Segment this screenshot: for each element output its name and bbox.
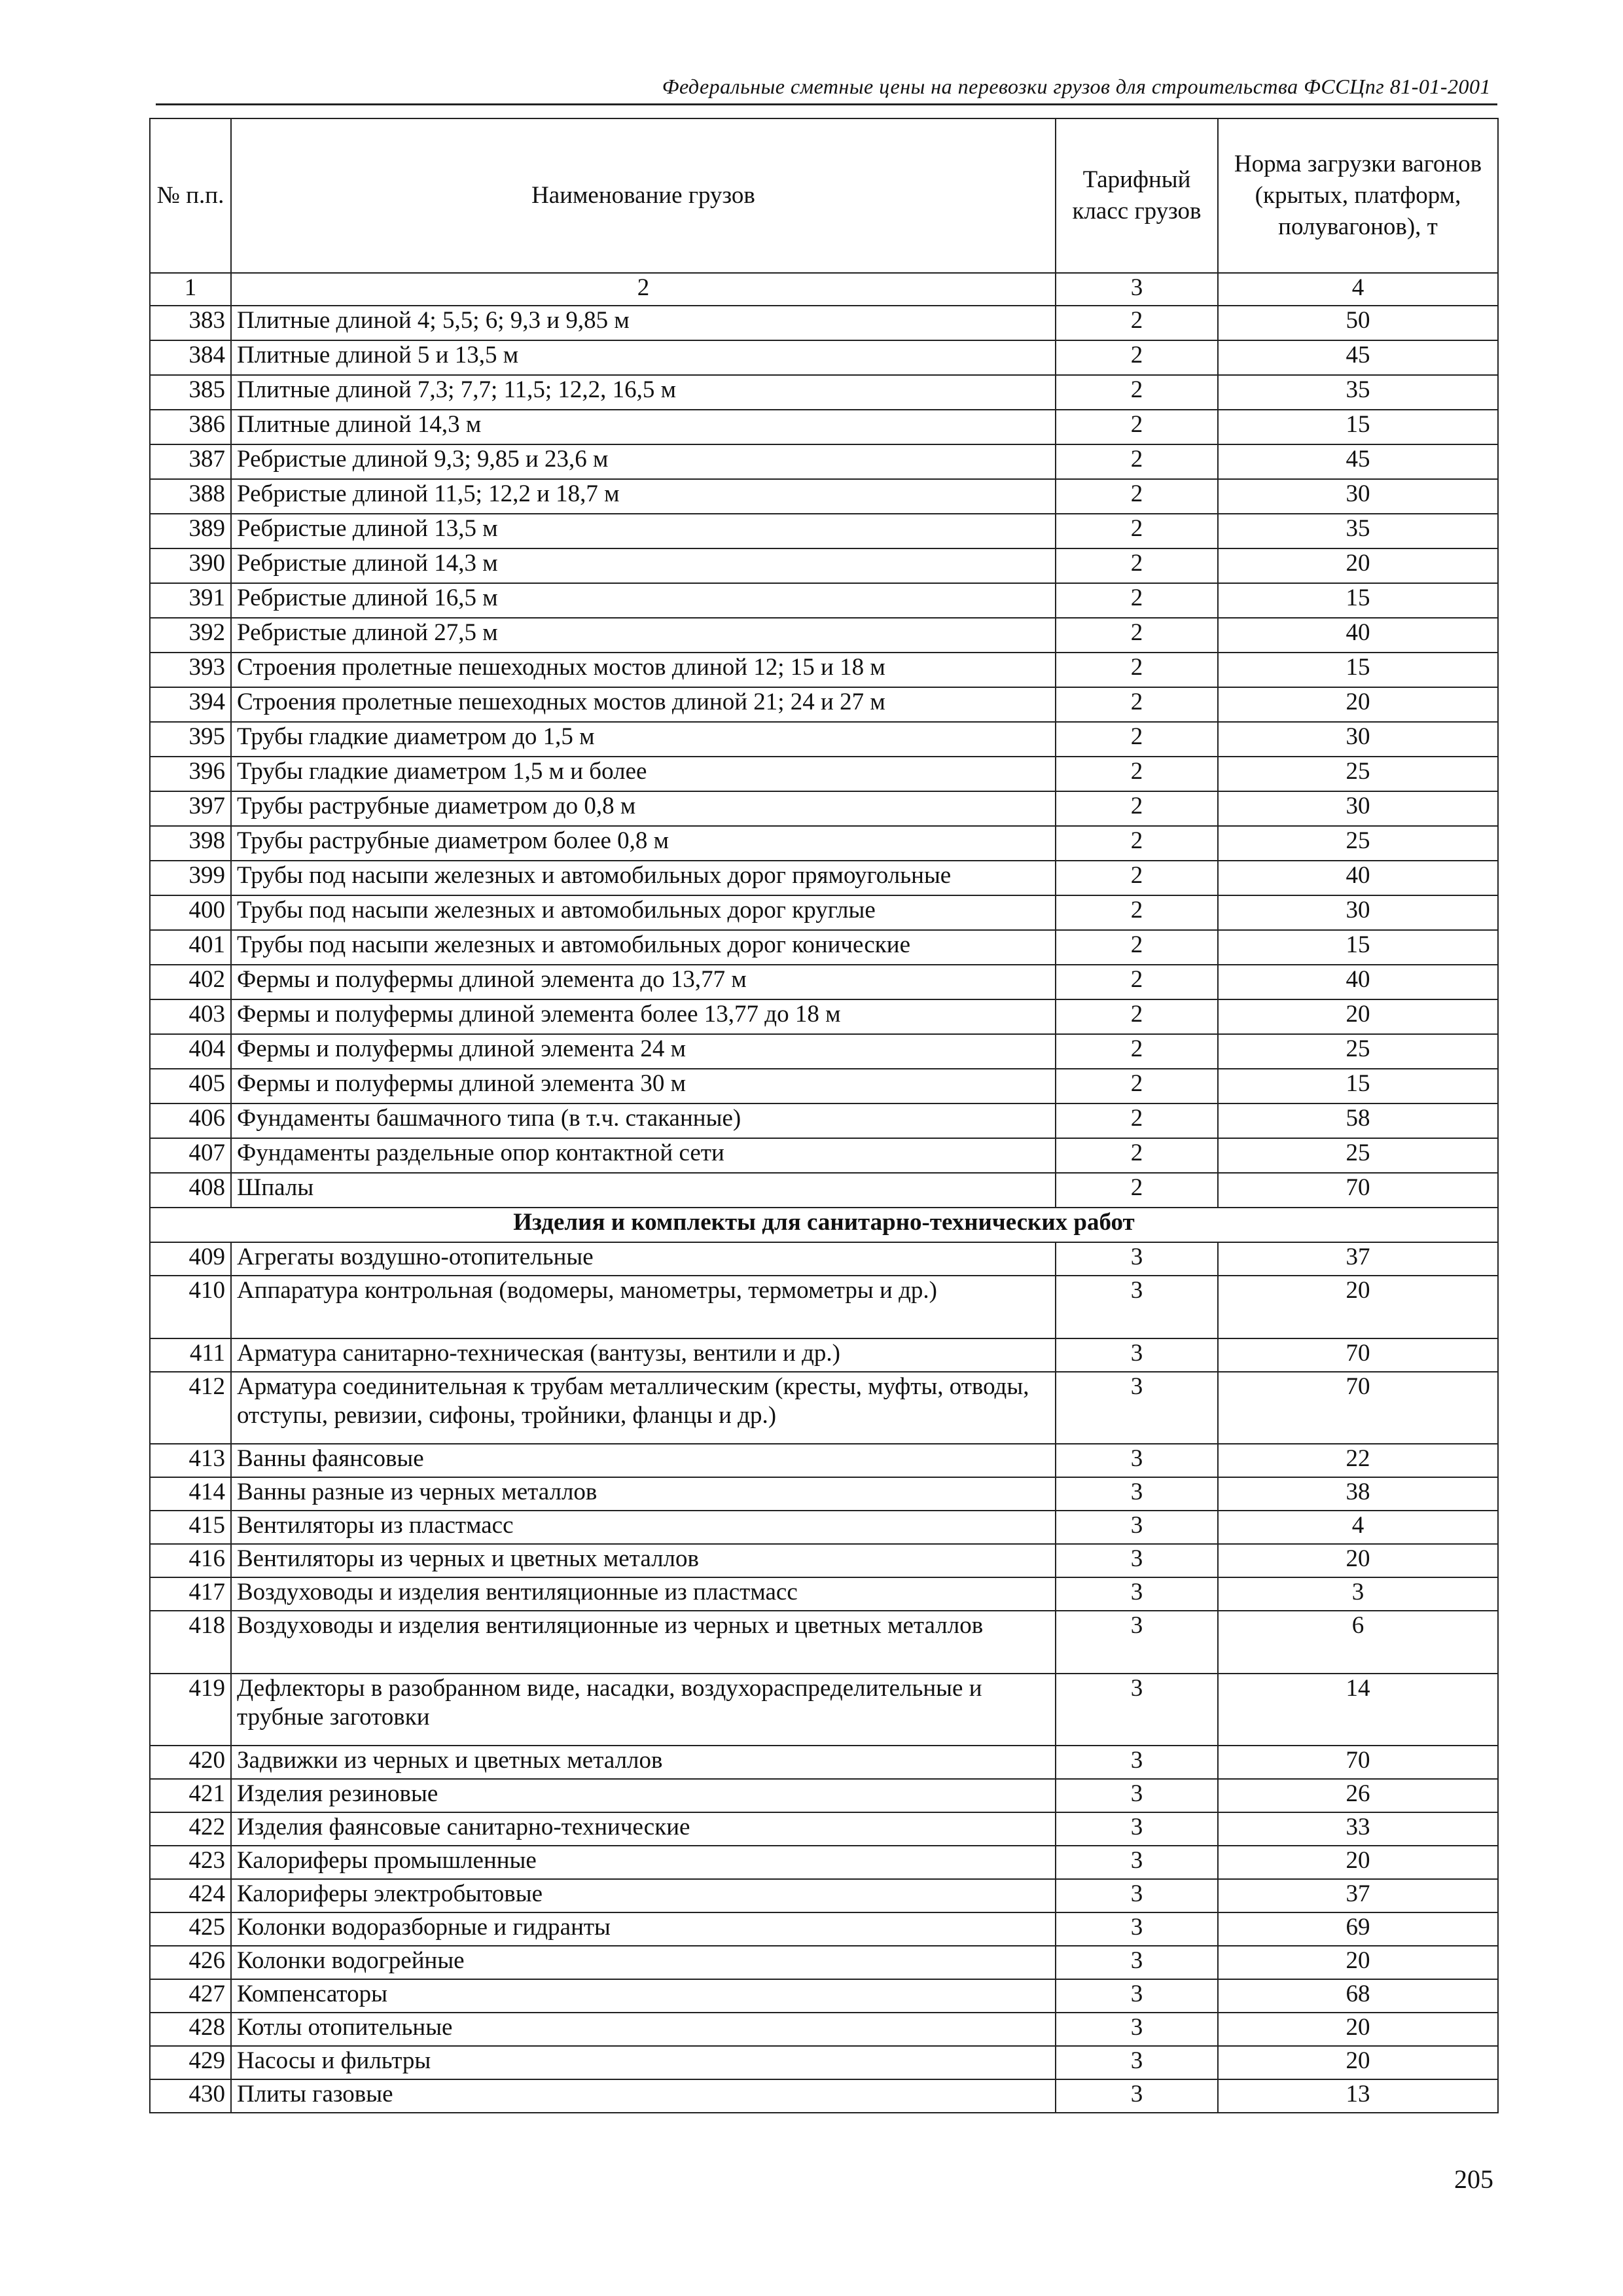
row-number: 430 xyxy=(150,2079,231,2113)
row-number: 387 xyxy=(150,444,231,479)
tariff-class: 3 xyxy=(1056,1879,1218,1912)
row-number: 392 xyxy=(150,618,231,653)
load-norm: 22 xyxy=(1218,1444,1498,1477)
row-number: 424 xyxy=(150,1879,231,1912)
tariff-class: 3 xyxy=(1056,1242,1218,1276)
table-row xyxy=(150,1674,1498,1746)
tariff-class: 2 xyxy=(1056,340,1218,375)
load-norm: 20 xyxy=(1218,2013,1498,2046)
tariff-class: 3 xyxy=(1056,1577,1218,1611)
cargo-name: Фермы и полуфермы длиной элемента 24 м xyxy=(231,1034,1056,1069)
row-number: 417 xyxy=(150,1577,231,1611)
tariff-class: 2 xyxy=(1056,306,1218,340)
row-number: 402 xyxy=(150,965,231,999)
row-number: 398 xyxy=(150,826,231,861)
row-number: 386 xyxy=(150,410,231,444)
row-number: 412 xyxy=(150,1372,231,1444)
table-row xyxy=(150,826,1498,861)
cargo-name: Арматура соединительная к трубам металлическим (кресты, муфты, отводы, отступы, ревизии, сифоны, тройники, фланцы и др.) xyxy=(231,1372,1056,1444)
table-row xyxy=(150,1946,1498,1979)
load-norm: 58 xyxy=(1218,1103,1498,1138)
row-number: 384 xyxy=(150,340,231,375)
table-row xyxy=(150,1034,1498,1069)
row-number: 397 xyxy=(150,791,231,826)
row-number: 395 xyxy=(150,722,231,757)
tariff-class: 2 xyxy=(1056,479,1218,514)
cargo-name: Ванны разные из черных металлов xyxy=(231,1477,1056,1511)
column-number: 2 xyxy=(231,273,1056,306)
row-number: 423 xyxy=(150,1846,231,1879)
cargo-name: Калориферы промышленные xyxy=(231,1846,1056,1879)
cargo-name: Трубы под насыпи железных и автомобильных дорог конические xyxy=(231,930,1056,965)
cargo-name: Ребристые длиной 27,5 м xyxy=(231,618,1056,653)
row-number: 385 xyxy=(150,375,231,410)
load-norm: 13 xyxy=(1218,2079,1498,2113)
cargo-table xyxy=(149,118,1499,2113)
cargo-name: Плитные длиной 5 и 13,5 м xyxy=(231,340,1056,375)
load-norm: 4 xyxy=(1218,1511,1498,1544)
load-norm: 68 xyxy=(1218,1979,1498,2013)
table-row xyxy=(150,791,1498,826)
load-norm: 6 xyxy=(1218,1611,1498,1674)
cargo-name: Котлы отопительные xyxy=(231,2013,1056,2046)
tariff-class: 2 xyxy=(1056,410,1218,444)
cargo-name: Трубы гладкие диаметром до 1,5 м xyxy=(231,722,1056,757)
row-number: 408 xyxy=(150,1173,231,1208)
table-row xyxy=(150,479,1498,514)
section-title: Изделия и комплекты для санитарно-технических работ xyxy=(150,1208,1498,1242)
load-norm: 70 xyxy=(1218,1173,1498,1208)
table-row xyxy=(150,1173,1498,1208)
table-row xyxy=(150,1069,1498,1103)
row-number: 419 xyxy=(150,1674,231,1746)
row-number: 416 xyxy=(150,1544,231,1577)
load-norm: 30 xyxy=(1218,479,1498,514)
table-row xyxy=(150,757,1498,791)
tariff-class: 3 xyxy=(1056,2079,1218,2113)
load-norm: 26 xyxy=(1218,1779,1498,1812)
row-number: 410 xyxy=(150,1276,231,1338)
load-norm: 25 xyxy=(1218,757,1498,791)
column-number: 4 xyxy=(1218,273,1498,306)
tariff-class: 2 xyxy=(1056,999,1218,1034)
cargo-name: Фундаменты раздельные опор контактной сети xyxy=(231,1138,1056,1173)
row-number: 414 xyxy=(150,1477,231,1511)
cargo-name: Фермы и полуфермы длиной элемента 30 м xyxy=(231,1069,1056,1103)
cargo-name: Компенсаторы xyxy=(231,1979,1056,2013)
load-norm: 25 xyxy=(1218,1138,1498,1173)
load-norm: 37 xyxy=(1218,1242,1498,1276)
table-row xyxy=(150,1242,1498,1276)
cargo-name: Трубы под насыпи железных и автомобильных дорог круглые xyxy=(231,895,1056,930)
cargo-name: Изделия резиновые xyxy=(231,1779,1056,1812)
tariff-class: 2 xyxy=(1056,618,1218,653)
cargo-name: Дефлекторы в разобранном виде, насадки, воздухораспределительные и трубные заготовки xyxy=(231,1674,1056,1746)
column-number: 3 xyxy=(1056,273,1218,306)
tariff-class: 3 xyxy=(1056,1846,1218,1879)
load-norm: 25 xyxy=(1218,826,1498,861)
load-norm: 15 xyxy=(1218,1069,1498,1103)
table-row xyxy=(150,410,1498,444)
tariff-class: 2 xyxy=(1056,514,1218,548)
row-number: 406 xyxy=(150,1103,231,1138)
row-number: 429 xyxy=(150,2046,231,2079)
cargo-name: Изделия фаянсовые санитарно-технические xyxy=(231,1812,1056,1846)
row-number: 407 xyxy=(150,1138,231,1173)
cargo-name: Фермы и полуфермы длиной элемента до 13,77 м xyxy=(231,965,1056,999)
table-row xyxy=(150,375,1498,410)
table-row xyxy=(150,1611,1498,1674)
load-norm: 40 xyxy=(1218,861,1498,895)
load-norm: 35 xyxy=(1218,514,1498,548)
load-norm: 40 xyxy=(1218,618,1498,653)
table-row xyxy=(150,340,1498,375)
col-header-name: Наименование грузов xyxy=(231,118,1056,273)
row-number: 418 xyxy=(150,1611,231,1674)
table-row xyxy=(150,306,1498,340)
row-number: 391 xyxy=(150,583,231,618)
table-row xyxy=(150,1812,1498,1846)
load-norm: 20 xyxy=(1218,687,1498,722)
table-row xyxy=(150,861,1498,895)
tariff-class: 2 xyxy=(1056,1034,1218,1069)
load-norm: 20 xyxy=(1218,1276,1498,1338)
cargo-name: Трубы раструбные диаметром до 0,8 м xyxy=(231,791,1056,826)
row-number: 389 xyxy=(150,514,231,548)
tariff-class: 2 xyxy=(1056,965,1218,999)
cargo-name: Арматура санитарно-техническая (вантузы, вентили и др.) xyxy=(231,1338,1056,1372)
tariff-class: 2 xyxy=(1056,1069,1218,1103)
tariff-class: 2 xyxy=(1056,861,1218,895)
column-number: 1 xyxy=(150,273,231,306)
column-number-row xyxy=(150,273,1498,306)
tariff-class: 2 xyxy=(1056,1173,1218,1208)
tariff-class: 3 xyxy=(1056,2046,1218,2079)
col-header-number: № п.п. xyxy=(150,118,231,273)
tariff-class: 2 xyxy=(1056,757,1218,791)
cargo-name: Фундаменты башмачного типа (в т.ч. стаканные) xyxy=(231,1103,1056,1138)
load-norm: 45 xyxy=(1218,340,1498,375)
table-row xyxy=(150,1138,1498,1173)
table-row xyxy=(150,1912,1498,1946)
cargo-name: Вентиляторы из пластмасс xyxy=(231,1511,1056,1544)
table-row xyxy=(150,583,1498,618)
row-number: 393 xyxy=(150,653,231,687)
table-row xyxy=(150,514,1498,548)
tariff-class: 2 xyxy=(1056,687,1218,722)
page-number: 205 xyxy=(1454,2164,1493,2194)
load-norm: 35 xyxy=(1218,375,1498,410)
table-row xyxy=(150,965,1498,999)
row-number: 413 xyxy=(150,1444,231,1477)
running-header xyxy=(156,72,1497,105)
cargo-name: Строения пролетные пешеходных мостов длиной 21; 24 и 27 м xyxy=(231,687,1056,722)
tariff-class: 2 xyxy=(1056,930,1218,965)
tariff-class: 2 xyxy=(1056,1138,1218,1173)
cargo-name: Плиты газовые xyxy=(231,2079,1056,2113)
row-number: 388 xyxy=(150,479,231,514)
tariff-class: 2 xyxy=(1056,444,1218,479)
table-row xyxy=(150,2013,1498,2046)
tariff-class: 2 xyxy=(1056,722,1218,757)
table-row xyxy=(150,999,1498,1034)
table-row xyxy=(150,1511,1498,1544)
table-row xyxy=(150,1544,1498,1577)
row-number: 399 xyxy=(150,861,231,895)
load-norm: 20 xyxy=(1218,1544,1498,1577)
load-norm: 20 xyxy=(1218,1946,1498,1979)
table-row xyxy=(150,1577,1498,1611)
table-row xyxy=(150,1746,1498,1779)
load-norm: 15 xyxy=(1218,930,1498,965)
cargo-name: Строения пролетные пешеходных мостов длиной 12; 15 и 18 м xyxy=(231,653,1056,687)
tariff-class: 3 xyxy=(1056,1444,1218,1477)
load-norm: 25 xyxy=(1218,1034,1498,1069)
tariff-class: 3 xyxy=(1056,1674,1218,1746)
tariff-class: 2 xyxy=(1056,375,1218,410)
cargo-name: Трубы раструбные диаметром более 0,8 м xyxy=(231,826,1056,861)
row-number: 390 xyxy=(150,548,231,583)
cargo-name: Ванны фаянсовые xyxy=(231,1444,1056,1477)
tariff-class: 3 xyxy=(1056,1746,1218,1779)
row-number: 401 xyxy=(150,930,231,965)
cargo-name: Аппаратура контрольная (водомеры, манометры, термометры и др.) xyxy=(231,1276,1056,1338)
cargo-name: Задвижки из черных и цветных металлов xyxy=(231,1746,1056,1779)
row-number: 400 xyxy=(150,895,231,930)
tariff-class: 3 xyxy=(1056,1544,1218,1577)
tariff-class: 3 xyxy=(1056,1912,1218,1946)
table-row xyxy=(150,722,1498,757)
row-number: 383 xyxy=(150,306,231,340)
table-row xyxy=(150,930,1498,965)
tariff-class: 3 xyxy=(1056,1338,1218,1372)
table-row xyxy=(150,1338,1498,1372)
tariff-class: 2 xyxy=(1056,548,1218,583)
row-number: 415 xyxy=(150,1511,231,1544)
tariff-class: 3 xyxy=(1056,1812,1218,1846)
row-number: 394 xyxy=(150,687,231,722)
tariff-class: 3 xyxy=(1056,1511,1218,1544)
cargo-name: Вентиляторы из черных и цветных металлов xyxy=(231,1544,1056,1577)
load-norm: 20 xyxy=(1218,999,1498,1034)
tariff-class: 3 xyxy=(1056,1979,1218,2013)
tariff-class: 3 xyxy=(1056,1372,1218,1444)
table-row xyxy=(150,2079,1498,2113)
row-number: 396 xyxy=(150,757,231,791)
cargo-name: Колонки водоразборные и гидранты xyxy=(231,1912,1056,1946)
table-row xyxy=(150,1477,1498,1511)
load-norm: 69 xyxy=(1218,1912,1498,1946)
table-row xyxy=(150,444,1498,479)
load-norm: 40 xyxy=(1218,965,1498,999)
load-norm: 14 xyxy=(1218,1674,1498,1746)
tariff-class: 2 xyxy=(1056,895,1218,930)
row-number: 427 xyxy=(150,1979,231,2013)
load-norm: 15 xyxy=(1218,653,1498,687)
load-norm: 70 xyxy=(1218,1338,1498,1372)
cargo-name: Насосы и фильтры xyxy=(231,2046,1056,2079)
cargo-name: Калориферы электробытовые xyxy=(231,1879,1056,1912)
cargo-name: Ребристые длиной 9,3; 9,85 и 23,6 м xyxy=(231,444,1056,479)
table-row xyxy=(150,1372,1498,1444)
load-norm: 30 xyxy=(1218,791,1498,826)
cargo-name: Фермы и полуфермы длиной элемента более 13,77 до 18 м xyxy=(231,999,1056,1034)
tariff-class: 3 xyxy=(1056,1477,1218,1511)
cargo-name: Агрегаты воздушно-отопительные xyxy=(231,1242,1056,1276)
cargo-name: Шпалы xyxy=(231,1173,1056,1208)
tariff-class: 3 xyxy=(1056,1779,1218,1812)
row-number: 425 xyxy=(150,1912,231,1946)
cargo-name: Воздуховоды и изделия вентиляционные из черных и цветных металлов xyxy=(231,1611,1056,1674)
tariff-class: 2 xyxy=(1056,826,1218,861)
load-norm: 50 xyxy=(1218,306,1498,340)
row-number: 421 xyxy=(150,1779,231,1812)
cargo-name: Ребристые длиной 13,5 м xyxy=(231,514,1056,548)
row-number: 426 xyxy=(150,1946,231,1979)
table-row xyxy=(150,653,1498,687)
cargo-name: Ребристые длиной 16,5 м xyxy=(231,583,1056,618)
table-row xyxy=(150,895,1498,930)
table-header-row xyxy=(150,118,1498,273)
table-row xyxy=(150,1276,1498,1338)
tariff-class: 3 xyxy=(1056,1276,1218,1338)
load-norm: 70 xyxy=(1218,1746,1498,1779)
row-number: 420 xyxy=(150,1746,231,1779)
table-row xyxy=(150,1879,1498,1912)
cargo-name: Колонки водогрейные xyxy=(231,1946,1056,1979)
row-number: 409 xyxy=(150,1242,231,1276)
tariff-class: 3 xyxy=(1056,2013,1218,2046)
cargo-name: Плитные длиной 7,3; 7,7; 11,5; 12,2, 16,5 м xyxy=(231,375,1056,410)
cargo-name: Плитные длиной 14,3 м xyxy=(231,410,1056,444)
table-row xyxy=(150,1103,1498,1138)
load-norm: 3 xyxy=(1218,1577,1498,1611)
load-norm: 15 xyxy=(1218,410,1498,444)
table-row xyxy=(150,1779,1498,1812)
table-row xyxy=(150,687,1498,722)
tariff-class: 3 xyxy=(1056,1946,1218,1979)
load-norm: 20 xyxy=(1218,2046,1498,2079)
cargo-name: Трубы под насыпи железных и автомобильных дорог прямоугольные xyxy=(231,861,1056,895)
load-norm: 33 xyxy=(1218,1812,1498,1846)
row-number: 422 xyxy=(150,1812,231,1846)
tariff-class: 2 xyxy=(1056,653,1218,687)
row-number: 411 xyxy=(150,1338,231,1372)
load-norm: 70 xyxy=(1218,1372,1498,1444)
running-title: Федеральные сметные цены на перевозки грузов для строительства ФССЦпг 81-01-2001 xyxy=(662,75,1491,98)
table-row xyxy=(150,1444,1498,1477)
section-row xyxy=(150,1208,1498,1242)
load-norm: 45 xyxy=(1218,444,1498,479)
col-header-tariff-class: Тарифный класс грузов xyxy=(1056,118,1218,273)
row-number: 405 xyxy=(150,1069,231,1103)
table-row xyxy=(150,1846,1498,1879)
cargo-name: Ребристые длиной 14,3 м xyxy=(231,548,1056,583)
load-norm: 30 xyxy=(1218,722,1498,757)
row-number: 403 xyxy=(150,999,231,1034)
load-norm: 37 xyxy=(1218,1879,1498,1912)
tariff-class: 2 xyxy=(1056,1103,1218,1138)
cargo-name: Плитные длиной 4; 5,5; 6; 9,3 и 9,85 м xyxy=(231,306,1056,340)
load-norm: 20 xyxy=(1218,548,1498,583)
cargo-name: Ребристые длиной 11,5; 12,2 и 18,7 м xyxy=(231,479,1056,514)
tariff-class: 2 xyxy=(1056,583,1218,618)
table-row xyxy=(150,2046,1498,2079)
tariff-class: 3 xyxy=(1056,1611,1218,1674)
table-row xyxy=(150,548,1498,583)
tariff-class: 2 xyxy=(1056,791,1218,826)
col-header-load-norm: Норма загрузки вагонов (крытых, платформ, полувагонов), т xyxy=(1218,118,1498,273)
table-row xyxy=(150,1979,1498,2013)
row-number: 404 xyxy=(150,1034,231,1069)
load-norm: 38 xyxy=(1218,1477,1498,1511)
load-norm: 30 xyxy=(1218,895,1498,930)
cargo-name: Трубы гладкие диаметром 1,5 м и более xyxy=(231,757,1056,791)
cargo-name: Воздуховоды и изделия вентиляционные из пластмасс xyxy=(231,1577,1056,1611)
row-number: 428 xyxy=(150,2013,231,2046)
load-norm: 15 xyxy=(1218,583,1498,618)
table-row xyxy=(150,618,1498,653)
load-norm: 20 xyxy=(1218,1846,1498,1879)
